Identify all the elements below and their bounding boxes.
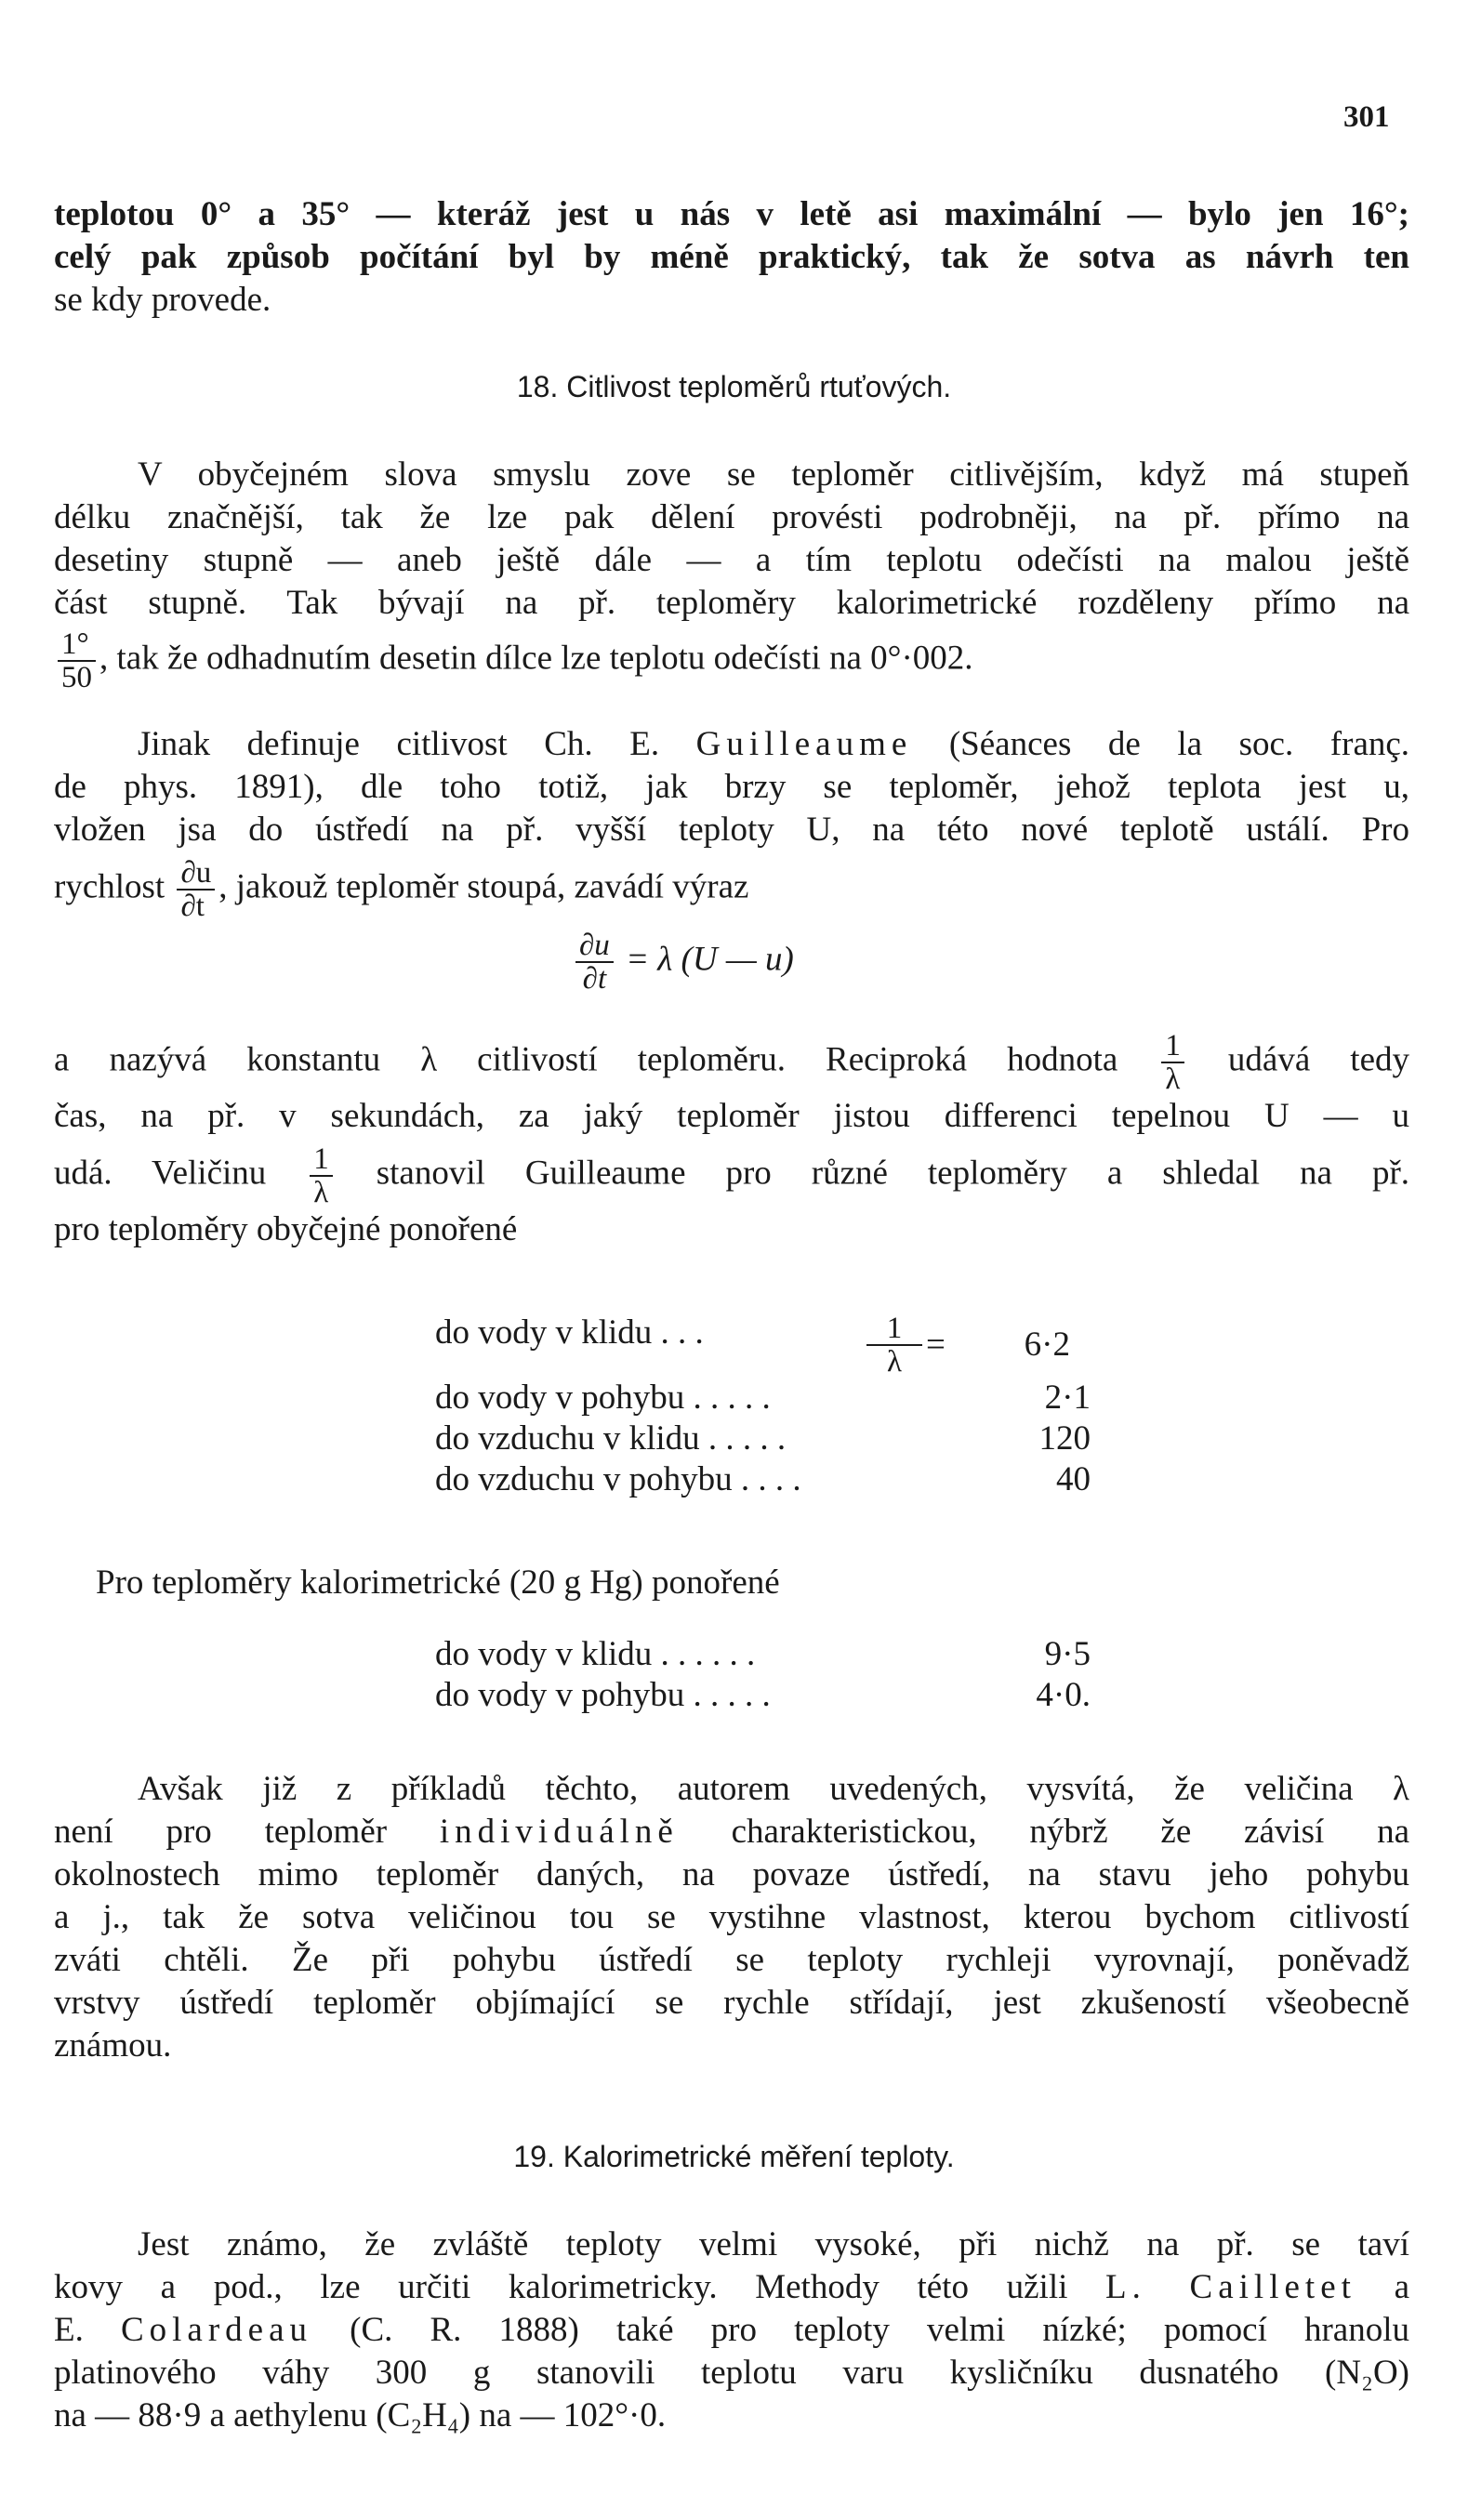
fraction bbox=[575, 930, 614, 995]
fraction-numerator: 1 bbox=[866, 1313, 922, 1346]
text-fragment: není pro teploměr bbox=[54, 1813, 388, 1851]
text-line bbox=[54, 628, 1409, 693]
text-line: známou. bbox=[54, 2026, 172, 2065]
table-row bbox=[435, 1418, 1091, 1459]
paragraph-guilleaume bbox=[54, 723, 1409, 922]
table-row bbox=[435, 1675, 1091, 1716]
section-heading-18: 18. Citlivost teploměrů rtuťových. bbox=[516, 370, 952, 403]
fraction-denominator: ∂t bbox=[582, 962, 607, 996]
equation-rhs: = λ (U — u) bbox=[626, 940, 794, 979]
text-line: čas, na př. v sekundách, za jaký teploměr jistou differenci tepelnou U — u bbox=[54, 1097, 1409, 1135]
text-line: teplotou 0° a 35° — kteráž jest u nás v letě asi maximální — bylo jen 16°; bbox=[54, 195, 1409, 233]
table-value: 4·0. bbox=[1036, 1676, 1091, 1714]
fraction bbox=[177, 857, 215, 922]
fraction-denominator: ∂t bbox=[180, 890, 205, 923]
text-line: Jest známo, že zvláště teploty velmi vysoké, při nichž na př. se taví bbox=[138, 2225, 1409, 2263]
fraction bbox=[310, 1143, 333, 1208]
text-fragment: a bbox=[1394, 2268, 1409, 2306]
table-label: do vody v klidu . . . bbox=[435, 1313, 704, 1352]
text-line: délku značnější, tak že lze pak dělení provésti podrobněji, na př. přímo na bbox=[54, 498, 1409, 536]
table-row bbox=[435, 1313, 1091, 1378]
text-line bbox=[54, 857, 1409, 922]
sensitivity-table-ordinary bbox=[435, 1313, 1091, 1500]
text-line bbox=[54, 1030, 1409, 1095]
text-line: se kdy provede. bbox=[54, 281, 271, 319]
text-fragment: kovy a pod., lze určiti kalorimetricky. Methody této užili bbox=[54, 2268, 1068, 2306]
equation bbox=[572, 930, 794, 995]
fraction bbox=[866, 1313, 922, 1378]
text-line: zváti chtěli. Že při pohybu ústředí se teploty rychleji vyrovnají, poněvadž bbox=[54, 1941, 1409, 1979]
fraction-numerator: 1° bbox=[58, 628, 96, 662]
section-heading-19: 19. Kalorimetrické měření teploty. bbox=[513, 2140, 955, 2173]
text-fragment: E. bbox=[54, 2311, 84, 2349]
author-name: Colardeau bbox=[120, 2311, 313, 2349]
fraction-numerator: ∂u bbox=[575, 930, 614, 963]
text-fragment: (Séances de la soc. franç. bbox=[948, 725, 1410, 763]
table-label: do vody v pohybu . . . . . bbox=[435, 1676, 771, 1714]
text-fragment: rychlost bbox=[54, 867, 165, 906]
text-line: na — 88·9 a aethylenu (C₂H₄) na — 102°·0. bbox=[54, 2396, 667, 2434]
text-line: okolnostech mimo teploměr daných, na povaze ústředí, na stavu jeho pohybu bbox=[54, 1855, 1409, 1893]
page-number: 301 bbox=[1343, 100, 1390, 134]
text-line: desetiny stupně — aneb ještě dále — a tím teplotu odečísti na malou ještě bbox=[54, 541, 1409, 579]
fraction bbox=[58, 628, 96, 693]
table-value: 2·1 bbox=[1044, 1379, 1091, 1417]
text-fragment: Jinak definuje citlivost Ch. E. bbox=[138, 725, 660, 763]
paragraph-sensitivity bbox=[54, 454, 1409, 693]
fraction bbox=[1161, 1030, 1184, 1095]
fraction-numerator: 1 bbox=[310, 1143, 333, 1177]
text-line bbox=[54, 1811, 1409, 1854]
text-line: platinového váhy 300 g stanovili teplotu varu kysličníku dusnatého (N₂O) bbox=[54, 2354, 1409, 2392]
text-line: Avšak již z příkladů těchto, autorem uvedených, vysvítá, že veličina λ bbox=[138, 1770, 1409, 1808]
text-line: V obyčejném slova smyslu zove se teploměr citlivějším, když má stupeň bbox=[138, 455, 1409, 494]
fraction-numerator: ∂u bbox=[177, 857, 215, 891]
equals-sign: = bbox=[926, 1326, 946, 1364]
paragraph-calorimetric bbox=[96, 1562, 1397, 1604]
text-line: část stupně. Tak bývají na př. teploměry kalorimetrické rozděleny přímo na bbox=[54, 584, 1409, 622]
fraction-denominator: λ bbox=[1165, 1062, 1181, 1096]
text-line bbox=[54, 723, 1409, 766]
text-fragment: (C. R. 1888) také pro teploty velmi nízké; pomocí hranolu bbox=[350, 2311, 1409, 2349]
table-value: 6·2 bbox=[1024, 1326, 1070, 1364]
table-label: do vody v klidu . . . . . . bbox=[435, 1635, 756, 1673]
text-line: celý pak způsob počítání byl by méně praktický, tak že sotva as návrh ten bbox=[54, 238, 1409, 276]
fraction-denominator: 50 bbox=[61, 661, 92, 694]
paragraph-intro bbox=[54, 193, 1409, 322]
author-name: L. Cailletet bbox=[1105, 2268, 1356, 2306]
text-fragment: charakteristickou, nýbrž že závisí na bbox=[731, 1813, 1410, 1851]
table-row bbox=[435, 1459, 1091, 1500]
sensitivity-table-calorimetric bbox=[435, 1634, 1091, 1716]
fraction-denominator: λ bbox=[313, 1176, 329, 1209]
text-line: de phys. 1891), dle toho totiž, jak brzy se teploměr, jehož teplota jest u, bbox=[54, 768, 1409, 806]
paragraph-constant bbox=[54, 1030, 1409, 1251]
text-line bbox=[54, 2309, 1409, 2352]
table-label: do vzduchu v klidu . . . . . bbox=[435, 1419, 787, 1458]
paragraph-lambda bbox=[54, 1768, 1409, 2067]
fraction-denominator: λ bbox=[886, 1345, 902, 1379]
text-line bbox=[54, 2266, 1409, 2309]
text-fragment: udává tedy bbox=[1227, 1040, 1410, 1079]
table-value: 9·5 bbox=[1044, 1635, 1091, 1673]
table-row bbox=[435, 1634, 1091, 1675]
text-line: a j., tak že sotva veličinou tou se vystihne vlastnost, kterou bychom citlivostí bbox=[54, 1898, 1409, 1936]
text-fragment: , jakouž teploměr stoupá, zavádí výraz bbox=[218, 867, 749, 906]
spaced-word: individuálně bbox=[439, 1813, 679, 1851]
text-fragment: , tak že odhadnutím desetin dílce lze teplotu odečísti na 0°·002. bbox=[99, 639, 973, 678]
text-line: pro teploměry obyčejné ponořené bbox=[54, 1210, 518, 1248]
text-fragment: a nazývá konstantu λ citlivostí teploměru. Reciproká hodnota bbox=[54, 1040, 1118, 1079]
table-label: do vzduchu v pohybu . . . . bbox=[435, 1460, 801, 1498]
table-value: 120 bbox=[1038, 1419, 1091, 1458]
text-line: vrstvy ústředí teploměr objímající se rychle střídají, jest zkušeností všeobecně bbox=[54, 1984, 1409, 2022]
text-fragment: udá. Veličinu bbox=[54, 1154, 267, 1193]
paragraph-calorimetric-measurement bbox=[54, 2223, 1409, 2437]
text-line bbox=[54, 1143, 1409, 1208]
table-value: 40 bbox=[1056, 1460, 1091, 1498]
text-fragment: stanovil Guilleaume pro různé teploměry a shledal na př. bbox=[376, 1154, 1410, 1193]
table-row bbox=[435, 1378, 1091, 1418]
fraction-numerator: 1 bbox=[1161, 1030, 1184, 1063]
text-line: vložen jsa do ústředí na př. vyšší teploty U, na této nové teplotě ustálí. Pro bbox=[54, 811, 1409, 849]
table-label: do vody v pohybu . . . . . bbox=[435, 1379, 771, 1417]
author-name: Guilleaume bbox=[695, 725, 913, 763]
text-line: Pro teploměry kalorimetrické (20 g Hg) ponořené bbox=[96, 1563, 780, 1602]
